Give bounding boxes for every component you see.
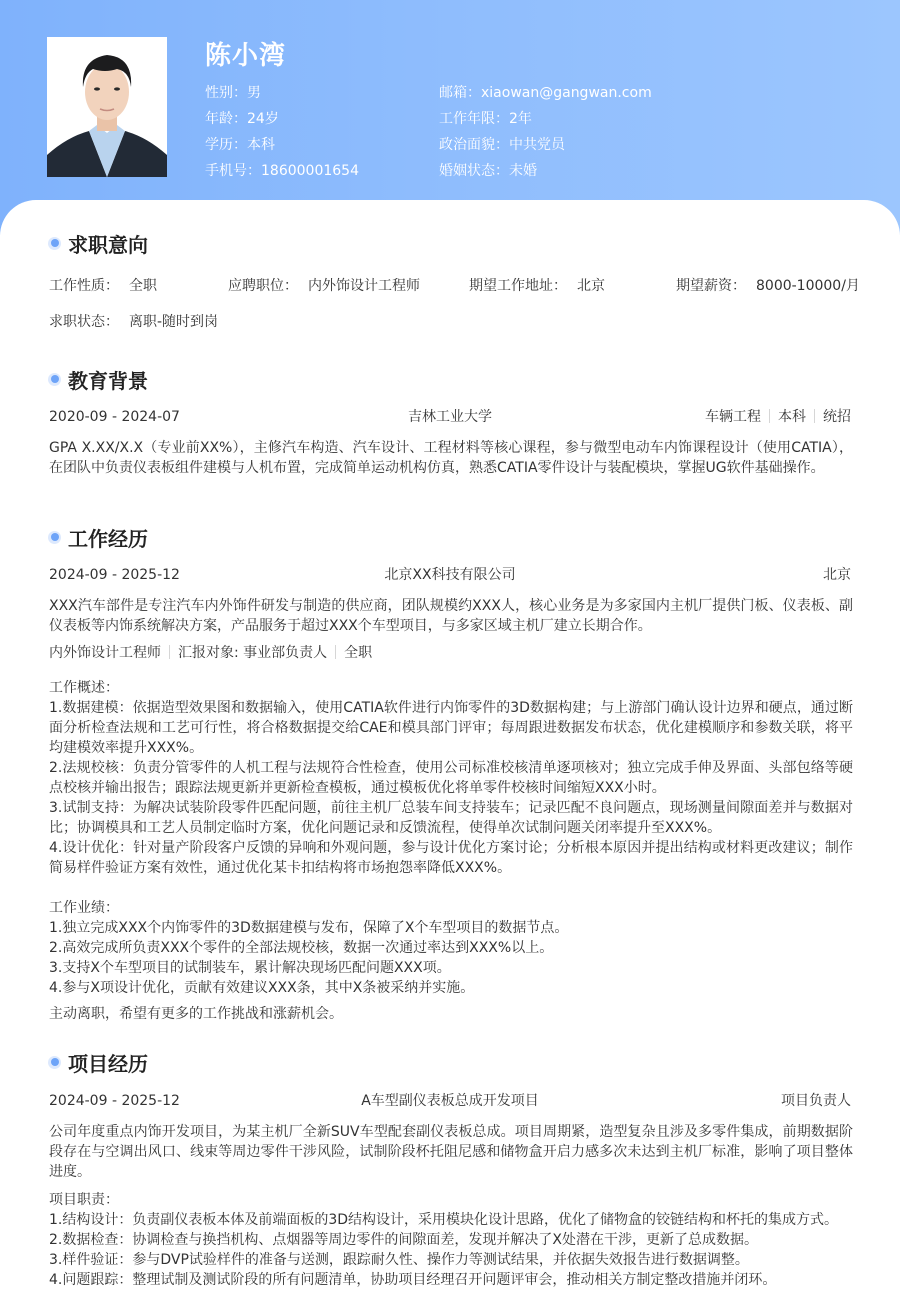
bullet-dot-icon — [48, 1056, 61, 1069]
intent-position: 应聘职位： 内外饰设计工程师 — [228, 278, 420, 294]
work-overview-item: 3.试制支持：为解决试装阶段零件匹配问题，前往主机厂总装车间支持装车；记录匹配不良问题点，现场测量间隙面差并与数据对比；协调模具和工艺人员制定临时方案，优化问题记录和反馈流程，使得单次试制问题关闭率提升至XXX%。 — [49, 800, 853, 836]
basic-info-left — [205, 80, 359, 184]
work-overview-item: 2.法规校核：负责分管零件的人机工程与法规符合性检查，使用公司标准校核清单逐项核对；独立完成手伸及界面、头部包络等硬点校核并输出报告；跟踪法规更新并更新检查模板，通过模板优化将单零件校核时间缩短XXX小时。 — [49, 760, 853, 796]
divider — [169, 645, 170, 659]
leave-reason: 主动离职，希望有更多的工作挑战和涨薪机会。 — [49, 1006, 343, 1022]
info-political-status: 政治面貌：中共党员 — [439, 137, 565, 153]
work-details — [49, 678, 853, 998]
intent-salary: 期望薪资： 8000-10000/月 — [676, 278, 860, 294]
intent-job-type: 工作性质： 全职 — [49, 278, 157, 294]
info-age: 年龄：24岁 — [205, 111, 279, 127]
project-period: 2024-09 - 2025-12 — [49, 1093, 180, 1109]
project-header-row — [49, 1091, 851, 1111]
education-school: 吉林工业大学 — [408, 409, 492, 425]
work-overview-item: 4.设计优化：针对量产阶段客户反馈的异响和外观问题，参与设计优化方案讨论；分析根本原因并提出结构或材料更改建议；制作简易样件验证方案有效性，通过优化某卡扣结构将市场抱怨率降低XXX%。 — [49, 840, 853, 876]
intent-location: 期望工作地址： 北京 — [469, 278, 605, 294]
divider — [335, 645, 336, 659]
project-duty-item: 3.样件验证：参与DVP试验样件的准备与送测，跟踪耐久性、操作力等测试结果，并依据失效报告进行数据调整。 — [49, 1252, 749, 1268]
basic-info-right — [439, 80, 652, 184]
work-achievement-item: 1.独立完成XXX个内饰零件的3D数据建模与发布，保障了X个车型项目的数据节点。 — [49, 920, 569, 936]
intent-status: 求职状态： 离职-随时到岗 — [49, 314, 219, 330]
education-header-row — [49, 407, 851, 427]
project-duty-item: 1.结构设计：负责副仪表板本体及前端面板的3D结构设计，采用模块化设计思路，优化了储物盒的铰链结构和杯托的集成方式。 — [49, 1212, 839, 1228]
work-company: 北京XX科技有限公司 — [384, 567, 516, 583]
work-achievement-item: 3.支持X个车型项目的试制装车，累计解决现场匹配问题XXX项。 — [49, 960, 451, 976]
education-description: GPA X.XX/X.X（专业前XX%），主修汽车构造、汽车设计、工程材料等核心课程，参与微型电动车内饰课程设计（使用CATIA），在团队中负责仪表板组件建模与人机布置，完成简单运动机构仿真，熟悉CATIA零件设计与装配模块，掌握UG软件基础操作。 — [49, 440, 853, 476]
work-period: 2024-09 - 2025-12 — [49, 567, 180, 583]
info-phone: 手机号：18600001654 — [205, 163, 359, 179]
education-tags: 车辆工程 本科 统招 — [705, 409, 851, 425]
work-achievements-title: 工作业绩： — [49, 900, 119, 916]
project-name: A车型副仪表板总成开发项目 — [361, 1093, 539, 1109]
project-duties-title: 项目职责： — [49, 1192, 119, 1208]
project-duty-item: 2.数据检查：协调检查与换挡机构、点烟器等周边零件的间隙面差，发现并解决了X处潜在干涉，更新了总成数据。 — [49, 1232, 758, 1248]
bullet-dot-icon — [48, 531, 61, 544]
work-achievement-item: 2.高效完成所负责XXX个零件的全部法规校核，数据一次通过率达到XXX%以上。 — [49, 940, 554, 956]
project-duty-item: 4.问题跟踪：整理试制及测试阶段的所有问题清单，协助项目经理召开问题评审会，推动相关方制定整改措施并闭环。 — [49, 1272, 777, 1288]
company-intro: XXX汽车部件是专注汽车内外饰件研发与制造的供应商，团队规模约XXX人，核心业务是为多家国内主机厂提供门板、仪表板、副仪表板等内饰系统解决方案，产品服务于超过XXX个车型项目，与多家区域主机厂建立长期合作。 — [49, 598, 853, 634]
work-header-row — [49, 565, 851, 585]
project-duties — [49, 1190, 853, 1290]
divider — [814, 409, 815, 423]
bullet-dot-icon — [48, 373, 61, 386]
section-title-education: 教育背景 — [48, 364, 148, 394]
bullet-dot-icon — [48, 237, 61, 250]
section-title-intent: 求职意向 — [48, 228, 148, 258]
work-overview-title: 工作概述： — [49, 680, 119, 696]
info-work-years: 工作年限：2年 — [439, 111, 532, 127]
candidate-name: 陈小湾 — [205, 41, 287, 71]
divider — [769, 409, 770, 423]
profile-photo — [47, 37, 167, 177]
work-achievement-item: 4.参与X项设计优化，贡献有效建议XXX条，其中X条被采纳并实施。 — [49, 980, 475, 996]
education-period: 2020-09 - 2024-07 — [49, 409, 180, 425]
work-location: 北京 — [823, 567, 851, 583]
work-overview-item: 1.数据建模：依据造型效果图和数据输入，使用CATIA软件进行内饰零件的3D数据构建；与上游部门确认设计边界和硬点，通过断面分析检查法规和工艺可行性，将合格数据提交给CAE和模具部门评审；每周跟进数据发布状态，优化建模顺序和参数关联，将平均建模效率提升XXX%。 — [49, 700, 853, 756]
person-portrait-icon — [47, 37, 167, 177]
info-degree: 学历：本科 — [205, 137, 275, 153]
info-gender: 性别：男 — [205, 85, 261, 101]
project-description: 公司年度重点内饰开发项目，为某主机厂全新SUV车型配套副仪表板总成。项目周期紧，造型复杂且涉及多零件集成，前期数据阶段存在与空调出风口、线束等周边零件干涉风险，试制阶段杯托阻尼感和储物盒开启力感多次未达到主机厂标准，影响了项目整体进度。 — [49, 1124, 853, 1180]
work-tags: 内外饰设计工程师 汇报对象: 事业部负责人 全职 — [49, 645, 373, 661]
info-email: 邮箱：xiaowan@gangwan.com — [439, 85, 652, 101]
section-title-work: 工作经历 — [48, 522, 148, 552]
project-role: 项目负责人 — [781, 1093, 851, 1109]
info-marital-status: 婚姻状态：未婚 — [439, 163, 537, 179]
section-title-project: 项目经历 — [48, 1047, 148, 1077]
